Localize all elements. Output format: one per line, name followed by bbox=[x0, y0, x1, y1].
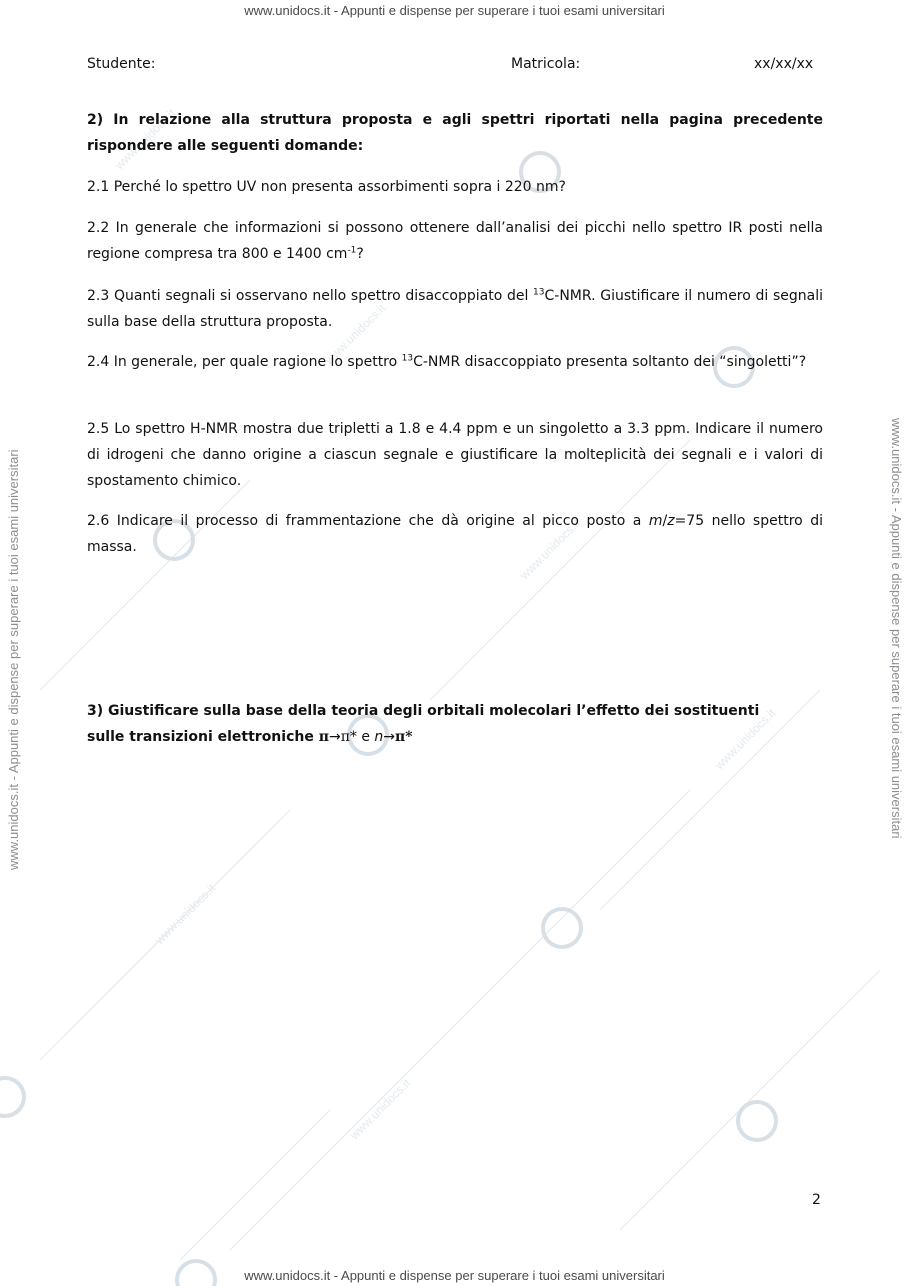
page-number: 2 bbox=[812, 1192, 821, 1208]
matricola-label: Matricola: bbox=[511, 56, 581, 72]
watermark-logo-icon bbox=[0, 1078, 24, 1116]
question-2-4-isotope: 13 bbox=[401, 353, 414, 364]
pi-star-symbol: π* bbox=[340, 729, 357, 745]
pi-star-symbol: π* bbox=[395, 729, 413, 745]
question-2-6-slash: / bbox=[662, 513, 668, 529]
exam-date: xx/xx/xx bbox=[754, 56, 814, 72]
question-2-3-rest: C-NMR. Giustificare il numero di segnali sulla base della struttura proposta. bbox=[87, 288, 823, 330]
question-2-4-rest: C-NMR disaccoppiato presenta soltanto dei “singoletti”? bbox=[413, 354, 807, 370]
section-2-title: 2) In relazione alla struttura proposta e agli spettri riportati nella pagina precedente rispondere alle seguenti domande: bbox=[87, 112, 823, 154]
question-2-2-text: 2.2 In generale che informazioni si possono ottenere dall’analisi dei picchi nello spettro IR posti nella regione compresa tra 800 e 1400 cm bbox=[87, 220, 823, 262]
and-word: e bbox=[356, 729, 375, 745]
watermark-diagonal-text: www.unidocs.it bbox=[152, 881, 219, 948]
question-2-4 bbox=[87, 349, 823, 375]
question-2-3-isotope: 13 bbox=[533, 287, 545, 298]
watermark-diagonal-text: www.unidocs.it bbox=[112, 106, 179, 173]
watermark-side-right: www.unidocs.it - Appunti e dispense per superare i tuoi esami universitari bbox=[889, 418, 904, 839]
question-2-2 bbox=[87, 215, 823, 267]
watermark-diagonal-text: www.unidocs.it bbox=[322, 301, 389, 368]
question-2-6-z: z bbox=[667, 513, 675, 529]
watermark-diagonal-text: www.unidocs.it bbox=[517, 516, 584, 583]
question-2-4-text: 2.4 In generale, per quale ragione lo spettro bbox=[87, 354, 402, 370]
watermark-logo-icon bbox=[738, 1102, 776, 1140]
watermark-side-left: www.unidocs.it - Appunti e dispense per superare i tuoi esami universitari bbox=[6, 449, 21, 870]
pi-symbol: π bbox=[318, 729, 329, 745]
question-2-2-exponent: -1 bbox=[347, 245, 357, 256]
watermark-logo-icon bbox=[543, 909, 581, 947]
watermark-diagonal-text: www.unidocs.it bbox=[347, 1076, 414, 1143]
question-2-6-m: m bbox=[648, 513, 663, 529]
watermark-banner-text: www.unidocs.it - Appunti e dispense per superare i tuoi esami universitari bbox=[244, 1268, 665, 1283]
question-2-6-rest: =75 nello spettro di massa. bbox=[87, 513, 823, 555]
question-2-3 bbox=[87, 283, 823, 335]
question-2-6-text: 2.6 Indicare il processo di frammentazione che dà origine al picco posto a bbox=[87, 513, 649, 529]
watermark-banner-bottom bbox=[0, 1268, 909, 1283]
arrow-icon: → bbox=[383, 729, 396, 745]
section-3-title-text: 3) Giustificare sulla base della teoria degli orbitali molecolari l’effetto dei sostituenti sulle transizioni elettroniche bbox=[87, 703, 760, 745]
n-symbol: n bbox=[374, 729, 384, 745]
section-3-title bbox=[87, 698, 787, 750]
question-2-5: 2.5 Lo spettro H-NMR mostra due tripletti a 1.8 e 4.4 ppm e un singoletto a 3.3 ppm. Indicare il numero di idrogeni che danno origine a ciascun segnale e giustificare la molteplicità dei segnali e i valori di spostamento chimico. bbox=[87, 421, 823, 489]
watermark-banner-text: www.unidocs.it - Appunti e dispense per superare i tuoi esami universitari bbox=[244, 3, 665, 18]
question-2-3-text: 2.3 Quanti segnali si osservano nello spettro disaccoppiato del bbox=[87, 288, 534, 304]
question-2-1: 2.1 Perché lo spettro UV non presenta assorbimenti sopra i 220 nm? bbox=[87, 179, 566, 195]
arrow-icon: → bbox=[328, 729, 341, 745]
watermark-banner-top bbox=[0, 3, 909, 18]
exam-header bbox=[87, 56, 817, 76]
student-label: Studente: bbox=[87, 56, 156, 72]
watermark-diagonal-text: www.unidocs.it bbox=[712, 706, 779, 773]
question-2-2-end: ? bbox=[356, 246, 364, 262]
question-2-6 bbox=[87, 508, 823, 560]
